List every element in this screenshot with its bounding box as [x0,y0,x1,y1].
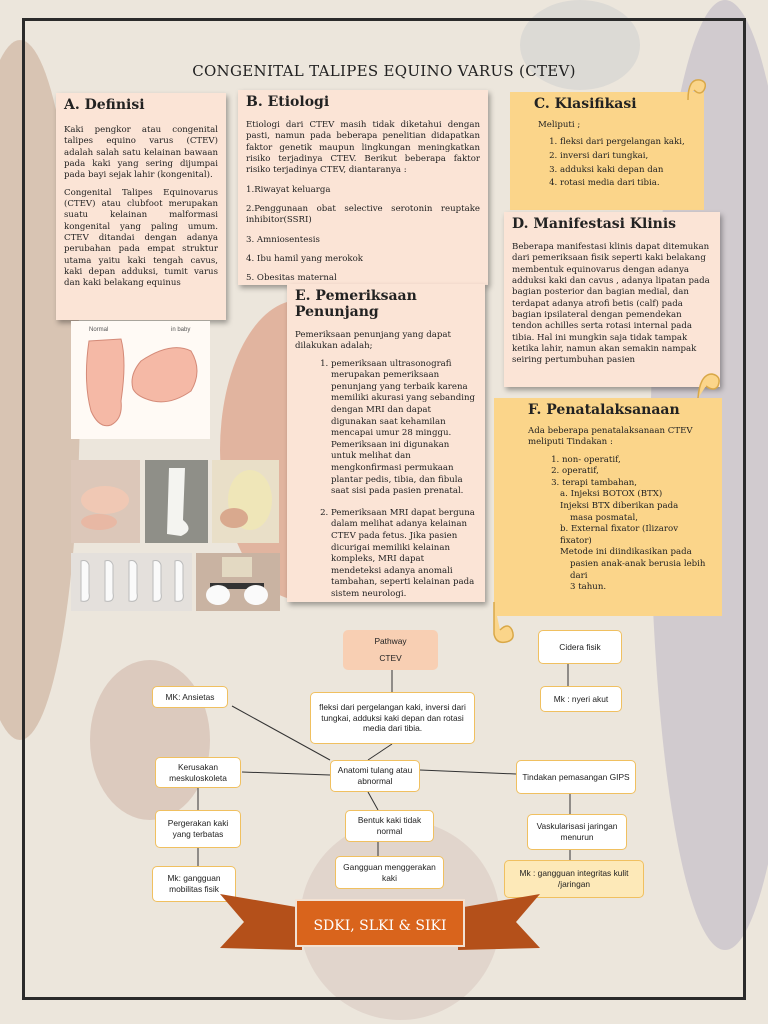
penatalaksanaan-sub-2: Injeksi BTX diberikan pada [560,501,679,512]
pathway-anatomi-node: Anatomi tulang atau abnormal [330,760,420,792]
klasifikasi-intro: Meliputi ; [538,120,581,130]
manifestasi-heading: D. Manifestasi Klinis [512,216,677,232]
klasifikasi-item-4: 4. rotasi media dari tibia. [560,178,694,190]
etiologi-item-4: 4. Ibu hamil yang merokok [246,254,363,265]
page-title: CONGENITAL TALIPES EQUINO VARUS (CTEV) [192,62,576,80]
pathway-mobilitas-node: Mk: gangguan mobilitas fisik [152,866,236,902]
etiologi-item-5: 5. Obesitas maternal [246,273,337,284]
etiologi-item-2: 2.Penggunaan obat selective serotonin reuptake inhibitor(SSRI) [246,204,480,226]
penatalaksanaan-item-3: 3. terapi tambahan, [562,478,712,490]
penatalaksanaan-sub-7: 3 tahun. [570,582,607,593]
pathway-title: Pathway [374,636,407,647]
pemeriksaan-intro: Pemeriksaan penunjang yang dapat dilakukan adalah; [295,330,451,352]
klasifikasi-item-3: 3. adduksi kaki depan dan [560,165,694,177]
normal-label: Normal [89,327,109,333]
pemeriksaan-item-2: 2. Pemeriksaan MRI dapat berguna dalam melihat adanya kelainan CTEV pada fetus. Jika pasien dicurigai memiliki kelainan kompleks, MRI dapat mendeteksi adanya anomali tambahan, seperti kelainan pada sistem neurologi. [331,508,477,601]
penatalaksanaan-sub-4: b. External fixator (Ilizarov fixator) [560,524,679,546]
pathway-title-node [343,630,438,670]
pathway-nyeri-node: Mk : nyeri akut [540,686,622,712]
pathway-ansietas-node: MK: Ansietas [152,686,228,708]
penatalaksanaan-sub-1: a. Injeksi BOTOX (BTX) [560,489,663,500]
pathway-cidera-node: Cidera fisik [538,630,622,664]
penatalaksanaan-sub-5: Metode ini diindikasikan pada [560,547,692,558]
pathway-pergerakan-node: Pergerakan kaki yang terbatas [155,810,241,848]
pathway-gangguan-node: Gangguan menggerakan kaki [335,856,444,889]
manifestasi-text: Beberapa manifestasi klinis dapat ditemukan dari pemeriksaan fisik seperti kaki belakang membentuk equinovarus dengan adanya adduksi kaki dan cavus , adanya lipatan pada bagian posterior dan bagian medial, dan terdapat adanya atrofi betis (calf) pada bagian ipsilateral dengan pemendekan tendon achilles serta rotasi internal pada tibia. Hal ini mungkin saja tidak tampak ketika lahir, namun akan semakin nampak seiring pertumbuhan pasien [512,242,710,366]
definisi-paragraph-1: Kaki pengkor atau congenital talipes equino varus (CTEV) adalah salah satu kelainan bawaan pada kaki yang sering dijumpai pada bayi sejak lahir (kongenital). [64,125,218,181]
pathway-main-node: fleksi dari pergelangan kaki, inversi dari tungkai, adduksi kaki depan dan rotasi media dari tibia. [310,692,475,744]
penatalaksanaan-sub-3: masa posmatal, [570,512,638,523]
penatalaksanaan-intro: Ada beberapa penatalaksanaan CTEV meliputi Tindakan : [528,426,693,448]
etiologi-intro: Etiologi dari CTEV masih tidak diketahui dengan pasti, namun pada beberapa penelitian didapatkan faktor genetik maupun lingkungan meningkatkan risiko terjadinya CTEV. Berikut beberapa faktor risiko terjadinya CTEV, diantaranya : [246,120,480,176]
etiologi-item-1: 1.Riwayat keluarga [246,184,331,195]
pathway-bentuk-node: Bentuk kaki tidak normal [345,810,434,842]
banner-text: SDKI, SLKI & SIKI [313,918,447,934]
pathway-vaskularisasi-node: Vaskularisasi jaringan menurun [527,814,627,850]
penatalaksanaan-sub-6: pasien anak-anak berusia lebih dari [570,559,706,581]
etiologi-item-3: 3. Amniosentesis [246,234,320,245]
pathway-subtitle: CTEV [379,653,402,663]
penatalaksanaan-heading: F. Penatalaksanaan [528,402,680,418]
penatalaksanaan-item-2: 2. operatif, [562,466,712,478]
klasifikasi-item-2: 2. inversi dari tungkai, [560,151,694,163]
sdki-banner [220,890,540,962]
penatalaksanaan-item-1: 1. non- operatif, [562,455,712,467]
pathway-integritas-node: Mk : gangguan integritas kulit /jaringan [504,860,644,898]
klasifikasi-heading: C. Klasifikasi [534,96,637,112]
definisi-paragraph-2: Congenital Talipes Equinovarus (CTEV) atau clubfoot merupakan suatu kelainan malformasi kongenital yang paling umum. CTEV ditandai dengan adanya perubahan pada empat struktur utama yaitu kaki tengah cavus, kaki depan adduksi, tumit varus dan kaki belakang equinus [64,187,218,289]
pathway-tindakan-node: Tindakan pemasangan GIPS [516,760,636,794]
pemeriksaan-item-1: 1. pemeriksaan ultrasonografi merupakan pemeriksaan penunjang yang terbaik karena memiliki akurasi yang sebanding dengan MRI dan dapat digunakan saat kehamilan mencapai umur 28 minggu. Pemeriksaan ini digunakan untuk melihat dan mengkonfirmasi permukaan plantar pedis, tibia, dan fibula saat sisi pada pasien prenatal. [331,359,477,498]
baby-label: in baby [171,327,191,333]
pemeriksaan-heading: E. Pemeriksaan Penunjang [295,288,417,320]
etiologi-heading: B. Etiologi [246,94,330,110]
klasifikasi-item-1: 1. fleksi dari pergelangan kaki, [560,137,694,149]
definisi-heading: A. Definisi [64,97,145,113]
pathway-kerusakan-node: Kerusakan meskuloskoleta [155,757,241,788]
